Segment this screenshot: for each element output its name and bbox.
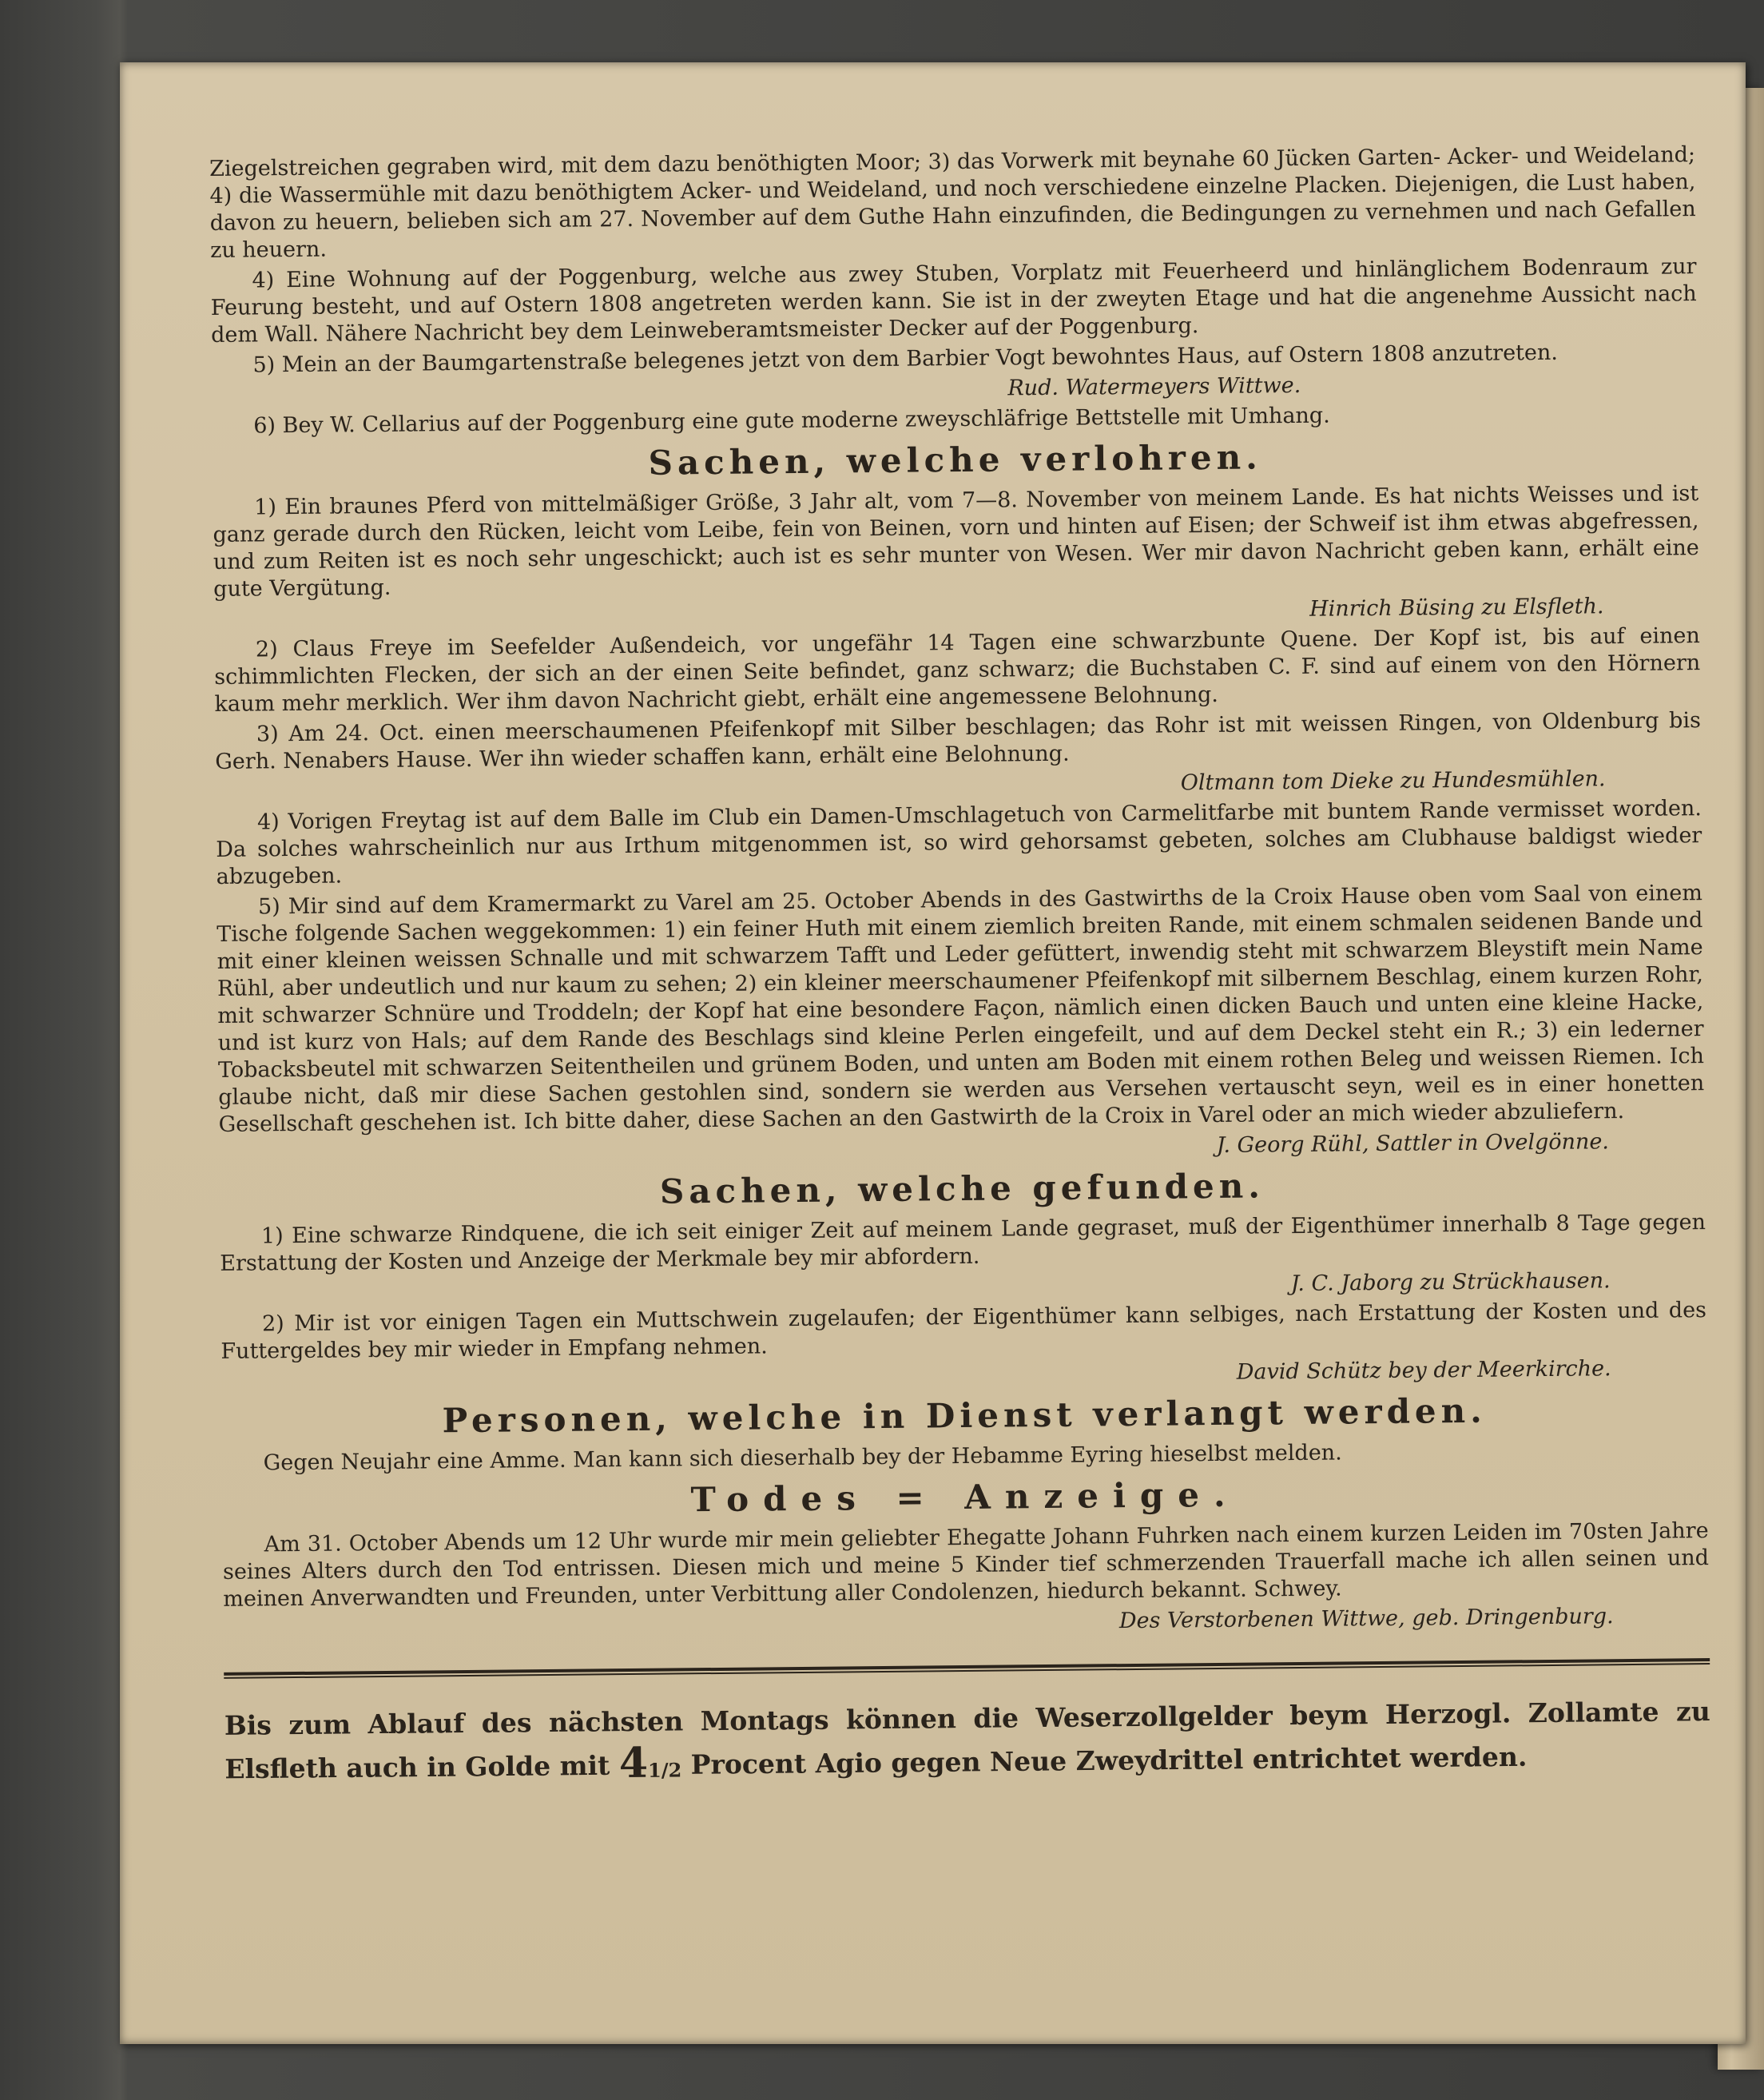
customs-notice	[224, 1691, 1711, 1796]
paragraph-item-6: 6) Bey W. Cellarius auf der Poggenburg eine gute moderne zweyschläfrige Bettstelle mit Umhang.	[253, 403, 1330, 439]
death-notice-text: Am 31. October Abends um 12 Uhr wurde mir mein geliebter Ehegatte Johann Fuhrken nach einem kurzen Leiden im 70sten Jahre seines Alters durch den Tod entrissen. Diesen mich und meine 5 Kinder tief schmerzenden Trauerfall mache ich allen seinen und meinen Anverwandten und Freunden, unter Verbittung aller Condolenzen, hiedurch bekannt. Schwey.	[222, 1518, 1710, 1612]
found-item-2: 2) Mir ist vor einigen Tagen ein Muttschwein zugelaufen; der Eigenthümer kann selbiges, nach Erstattung der Kosten und des Futtergeldes bey mir wieder in Empfang nehmen.	[220, 1298, 1707, 1364]
signature: David Schütz bey der Meerkirche.	[1236, 1356, 1611, 1385]
lost-item-2: 2) Claus Freye im Seefelder Außendeich, vor ungefähr 14 Tagen eine schwarzbunte Quene. Der Kopf ist, bis auf einen schimmlichten Flecken, der sich an der einen Seite befindet, ganz schwarz; die Buchstaben C. F. sind auf einem von den Hörnern kaum mehr merklich. Wer ihm davon Nachricht giebt, erhält eine angemessene Belohnung.	[214, 623, 1701, 717]
paragraph-item-4: 4) Eine Wohnung auf der Poggenburg, welche aus zwey Stuben, Vorplatz mit Feuerheerd und hinlänglichem Bodenraum zur Feurung besteht, und auf Ostern 1808 angetreten werden kann. Sie ist in der zweyten Etage und hat die angenehme Aussicht nach dem Wall. Nähere Nachricht bey dem Leinweberamtsmeister Decker auf der Poggenburg.	[210, 254, 1697, 348]
section-heading-found: Sachen, welche gefunden.	[659, 1166, 1265, 1211]
notice-text-before: Bis zum Ablauf des nächsten Montags können die Weserzollgelder beym Herzogl. Zollamte zu Elsfleth auch in Golde mit	[224, 1696, 1710, 1785]
signature: Des Verstorbenen Wittwe, geb. Dringenburg.	[1118, 1604, 1614, 1634]
fraction-part: 1/2	[647, 1758, 682, 1782]
section-heading-death: Todes = Anzeige.	[690, 1474, 1240, 1520]
lost-item-5: 5) Mir sind auf dem Kramermarkt zu Varel am 25. October Abends in des Gastwirths de la Croix Hause oben vom Saal von einem Tische folgende Sachen weggekommen: 1) ein feiner Huth mit einem ziemlich breiten Rande, mit einem schmalen seidenen Bande und mit einer kleinen weissen Schnalle und mit schwarzem Tafft und Leder gefüttert, inwendig steht mit schwarzem Bleystift mein Name Rühl, aber undeutlich und nur kaum zu sehen; 2) ein kleiner meerschaumener Pfeifenkopf mit silbernem Beschlag, einem kurzen Rohr, mit schwarzer Schnüre und Troddeln; der Kopf hat eine besondere Façon, nämlich einen dicken Bauch und unten eine kleine Hacke, und ist kurz von Hals; auf dem Rande des Beschlags sind kleine Perlen eingefeilt, und auf dem Deckel steht ein R.; 3) ein lederner Tobacksbeutel mit schwarzen Seitentheilen und grünem Boden, und unten am Boden mit einem rothen Beleg und weissen Riemen. Ich glaube nicht, daß mir diese Sachen gestohlen sind, sondern sie werden aus Versehen vertauscht seyn, weil es in einer honetten Gesellschaft geschehen ist. Ich bitte daher, diese Sachen an den Gastwirth de la Croix in Varel oder an mich wieder abzuliefern.	[217, 881, 1705, 1137]
lost-item-3: 3) Am 24. Oct. einen meerschaumenen Pfeifenkopf mit Silber beschlagen; das Rohr ist mit weissen Ringen, von Oldenburg bis Gerh. Nenabers Hause. Wer ihn wieder schaffen kann, erhält eine Belohnung.	[215, 708, 1702, 774]
paragraph-continued: Ziegelstreichen gegraben wird, mit dem dazu benöthigten Moor; 3) das Vorwerk mit beynahe 60 Jücken Garten- Acker- und Weideland; 4) die Wassermühle mit dazu benöthigtem Acker- und Weideland, und noch verschiedene einzelne Placken. Diejenigen, die Lust haben, davon zu heuern, belieben sich am 27. November auf dem Guthe Hahn einzufinden, die Bedingungen zu vernehmen und nach Gefallen zu heuern.	[209, 142, 1696, 263]
lost-item-4: 4) Vorigen Freytag ist auf dem Balle im Club ein Damen-Umschlagetuch von Carmelitfarbe mit buntem Rande vermisset worden. Da solches wahrscheinlich nur aus Irthum mitgenommen ist, so wird gehorsamst gebeten, solches am Clubhause baldigst wieder abzugeben.	[216, 796, 1702, 889]
notice-text-after: Procent Agio gegen Neue Zweydrittel entrichtet werden.	[690, 1740, 1528, 1780]
signature: J. C. Jaborg zu Strückhausen.	[1290, 1268, 1611, 1297]
page-text	[209, 141, 1711, 1822]
signature: Hinrich Büsing zu Elsfleth.	[1309, 594, 1604, 622]
fraction	[618, 1738, 682, 1792]
signature: Rud. Watermeyers Wittwe.	[1007, 372, 1301, 401]
fraction-whole: 4	[618, 1738, 649, 1788]
signature: Oltmann tom Dieke zu Hundesmühlen.	[1180, 766, 1606, 796]
service-text: Gegen Neujahr eine Amme. Man kann sich dieserhalb bey der Hebamme Eyring hieselbst melden.	[263, 1440, 1342, 1476]
found-item-1: 1) Eine schwarze Rindquene, die ich seit einiger Zeit auf meinem Lande gegraset, muß der Eigenthümer innerhalb 8 Tage gegen Erstattung der Kosten und Anzeige der Merkmale bey mir abfordern.	[220, 1210, 1706, 1276]
section-heading-lost: Sachen, welche verlohren.	[648, 437, 1263, 483]
divider	[224, 1658, 1710, 1676]
lost-item-1: 1) Ein braunes Pferd von mittelmäßiger Größe, 3 Jahr alt, vom 7—8. November von meinem Lande. Es hat nichts Weisses und ist ganz gerade durch den Rücken, leicht vom Leibe, fein von Beinen, vorn und hinten auf Eisen; der Schweif ist ihm etwas abgefressen, und zum Reiten ist es noch sehr ungeschickt; auch ist es sehr munter von Wesen. Wer mir davon Nachricht geben kann, erhält eine gute Vergütung.	[213, 481, 1699, 602]
paragraph-item-5: 5) Mein an der Baumgartenstraße belegenes jetzt von dem Barbier Vogt bewohntes Haus, auf Ostern 1808 anzutreten.	[252, 340, 1559, 378]
signature: J. Georg Rühl, Sattler in Ovelgönne.	[1216, 1129, 1610, 1158]
section-heading-service: Personen, welche in Dienst verlangt werden.	[442, 1390, 1488, 1441]
